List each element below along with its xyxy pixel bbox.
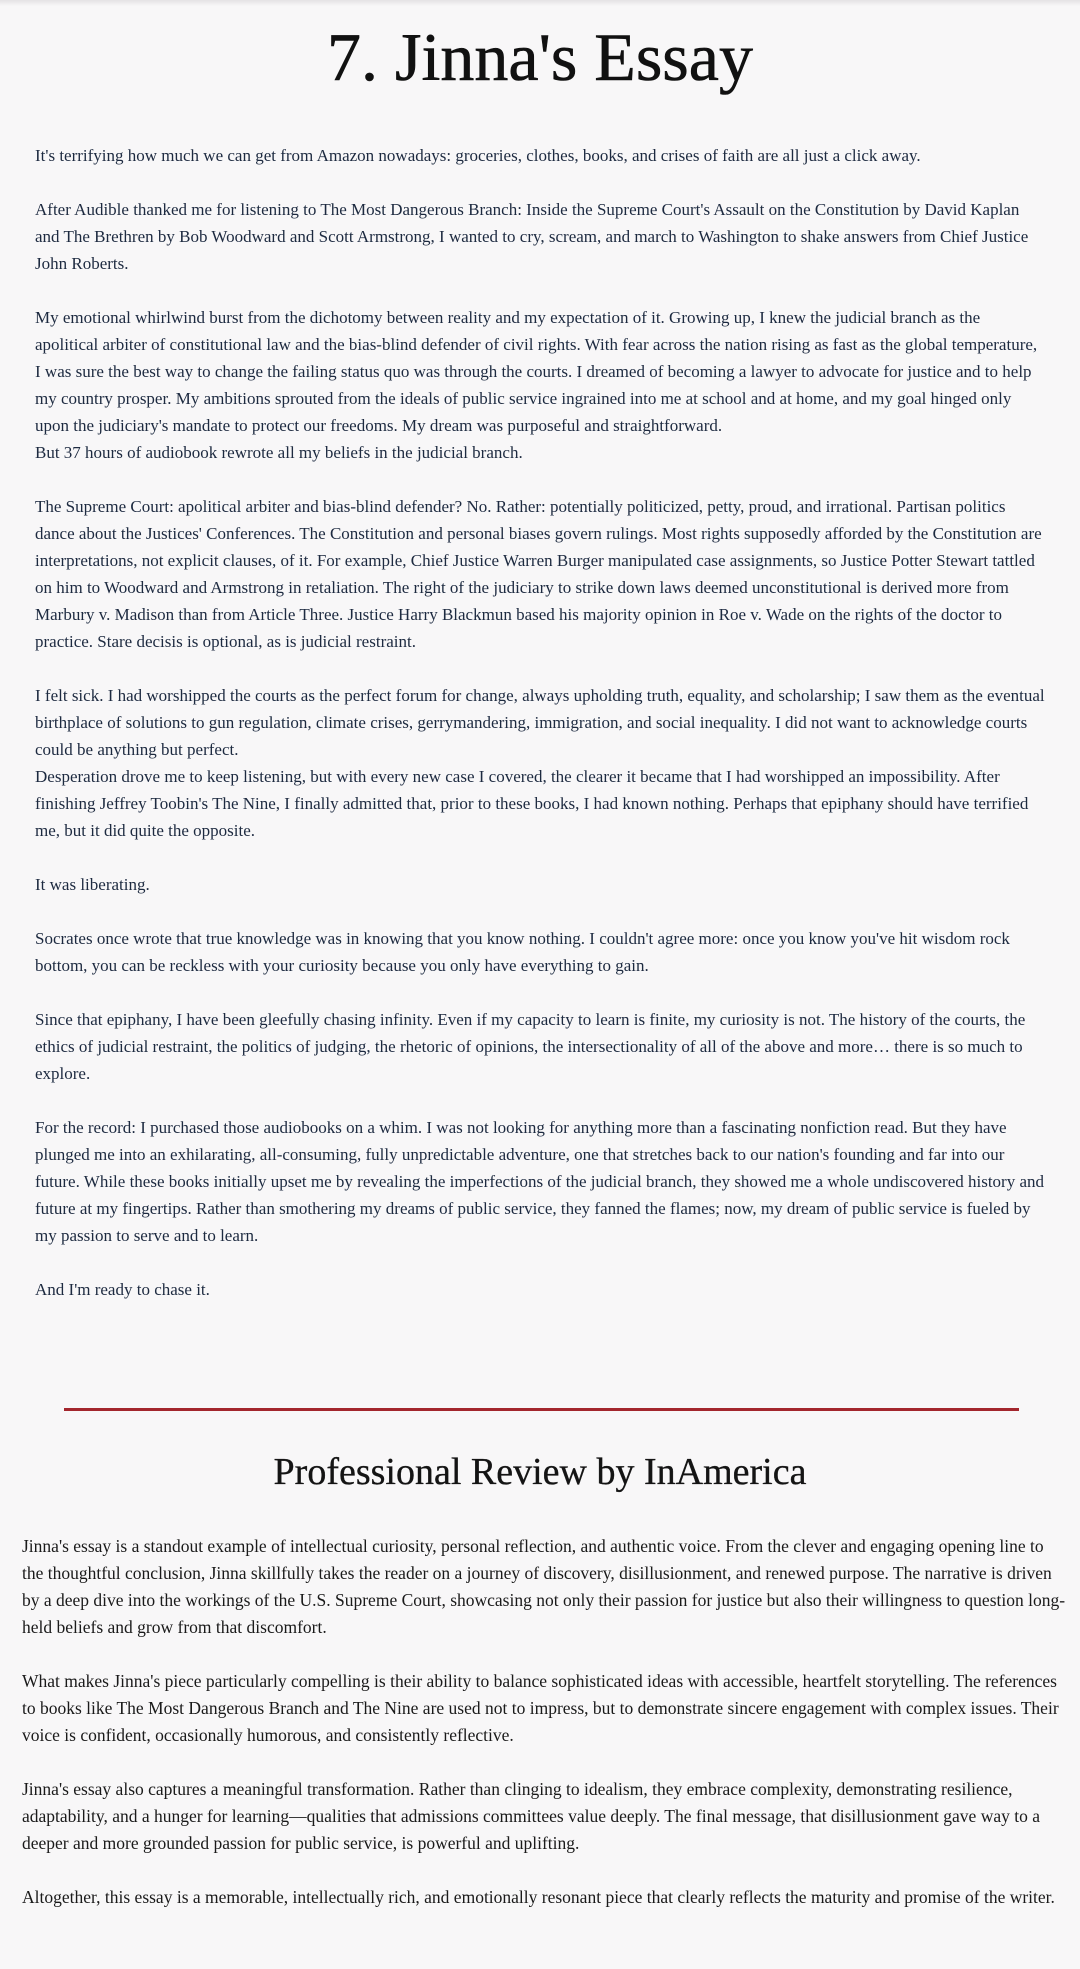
essay-paragraph: My emotional whirlwind burst from the dichotomy between reality and my expectation of it. Growing up, I knew the judicial branch as the apolitical arbiter of constitutional law and the bias-blind defender of civil rights. With fear across the nation rising as fast as the global temperature, I was sure the best way to change the failing status quo was through the courts. I dreamed of becoming a lawyer to advocate for justice and to help my country prosper. My ambitions sprouted from the ideals of public service ingrained into me at school and at home, and my goal hinged only upon the judiciary's mandate to protect our freedoms. My dream was purposeful and straightforward. bbox=[35, 308, 1038, 435]
essay-paragraph: It was liberating. bbox=[35, 875, 150, 894]
section-divider bbox=[64, 1408, 1019, 1411]
essay-paragraph: The Supreme Court: apolitical arbiter and bias-blind defender? No. Rather: potentially politicized, petty, proud, and irrational. Partisan politics dance about the Justices' Conferences. The Constitution and personal biases govern rulings. Most rights supposedly afforded by the Constitution are interpretations, not explicit clauses, of it. For example, Chief Justice Warren Burger manipulated case assignments, so Justice Potter Stewart tattled on him to Woodward and Armstrong in retaliation. The right of the judiciary to strike down laws deemed unconstitutional is derived more from Marbury v. Madison than from Article Three. Justice Harry Blackmun based his majority opinion in Roe v. Wade on the rights of the doctor to practice. Stare decisis is optional, as is judicial restraint. bbox=[35, 497, 1042, 651]
essay-paragraph: Socrates once wrote that true knowledge was in knowing that you know nothing. I couldn't agree more: once you know you've hit wisdom rock bottom, you can be reckless with your curiosity because you only have everything to gain. bbox=[35, 929, 1010, 975]
essay-paragraph: And I'm ready to chase it. bbox=[35, 1280, 210, 1299]
essay-paragraph: It's terrifying how much we can get from Amazon nowadays: groceries, clothes, books, and crises of faith are all just a click away. bbox=[35, 146, 921, 165]
review-paragraph: Altogether, this essay is a memorable, intellectually rich, and emotionally resonant piece that clearly reflects the maturity and promise of the writer. bbox=[22, 1887, 1055, 1907]
essay-body bbox=[35, 142, 1045, 1330]
top-edge-shadow bbox=[0, 0, 1080, 6]
essay-paragraph: I felt sick. I had worshipped the courts as the perfect forum for change, always upholding truth, equality, and scholarship; I saw them as the eventual birthplace of solutions to gun regulation, climate crises, gerrymandering, immigration, and social inequality. I did not want to acknowledge courts could be anything but perfect. bbox=[35, 686, 1045, 759]
essay-paragraph: Since that epiphany, I have been gleefully chasing infinity. Even if my capacity to learn is finite, my curiosity is not. The history of the courts, the ethics of judicial restraint, the politics of judging, the rhetoric of opinions, the intersectionality of all of the above and more… there is so much to explore. bbox=[35, 1010, 1026, 1083]
essay-paragraph: After Audible thanked me for listening to The Most Dangerous Branch: Inside the Supreme Court's Assault on the Constitution by David Kaplan and The Brethren by Bob Woodward and Scott Armstrong, I wanted to cry, scream, and march to Washington to shake answers from Chief Justice John Roberts. bbox=[35, 200, 1029, 273]
review-paragraph: What makes Jinna's piece particularly compelling is their ability to balance sophisticated ideas with accessible, heartfelt storytelling. The references to books like The Most Dangerous Branch and The Nine are used not to impress, but to demonstrate sincere engagement with complex issues. Their voice is confident, occasionally humorous, and consistently reflective. bbox=[22, 1671, 1059, 1745]
review-title: Professional Review by InAmerica bbox=[273, 1451, 807, 1493]
review-body bbox=[22, 1533, 1067, 1938]
essay-paragraph: But 37 hours of audiobook rewrote all my beliefs in the judicial branch. bbox=[35, 443, 523, 462]
essay-paragraph: Desperation drove me to keep listening, but with every new case I covered, the clearer it became that I had worshipped an impossibility. After finishing Jeffrey Toobin's The Nine, I finally admitted that, prior to these books, I had known nothing. Perhaps that epiphany should have terrified me, but it did quite the opposite. bbox=[35, 767, 1029, 840]
essay-paragraph: For the record: I purchased those audiobooks on a whim. I was not looking for anything more than a fascinating nonfiction read. But they have plunged me into an exhilarating, all-consuming, fully unpredictable adventure, one that stretches back to our nation's founding and far into our future. While these books initially upset me by revealing the imperfections of the judicial branch, they showed me a whole undiscovered history and future at my fingertips. Rather than smothering my dreams of public service, they fanned the flames; now, my dream of public service is fueled by my passion to serve and to learn. bbox=[35, 1118, 1045, 1245]
review-paragraph: Jinna's essay also captures a meaningful transformation. Rather than clinging to idealism, they embrace complexity, demonstrating resilience, adaptability, and a hunger for learning—qualities that admissions committees value deeply. The final message, that disillusionment gave way to a deeper and more grounded passion for public service, is powerful and uplifting. bbox=[22, 1779, 1040, 1853]
essay-title: 7. Jinna's Essay bbox=[327, 19, 753, 95]
review-paragraph: Jinna's essay is a standout example of intellectual curiosity, personal reflection, and authentic voice. From the clever and engaging opening line to the thoughtful conclusion, Jinna skillfully takes the reader on a journey of discovery, disillusionment, and renewed purpose. The narrative is driven by a deep dive into the workings of the U.S. Supreme Court, showcasing not only their passion for justice but also their willingness to question long-held beliefs and grow from that discomfort. bbox=[22, 1536, 1066, 1637]
